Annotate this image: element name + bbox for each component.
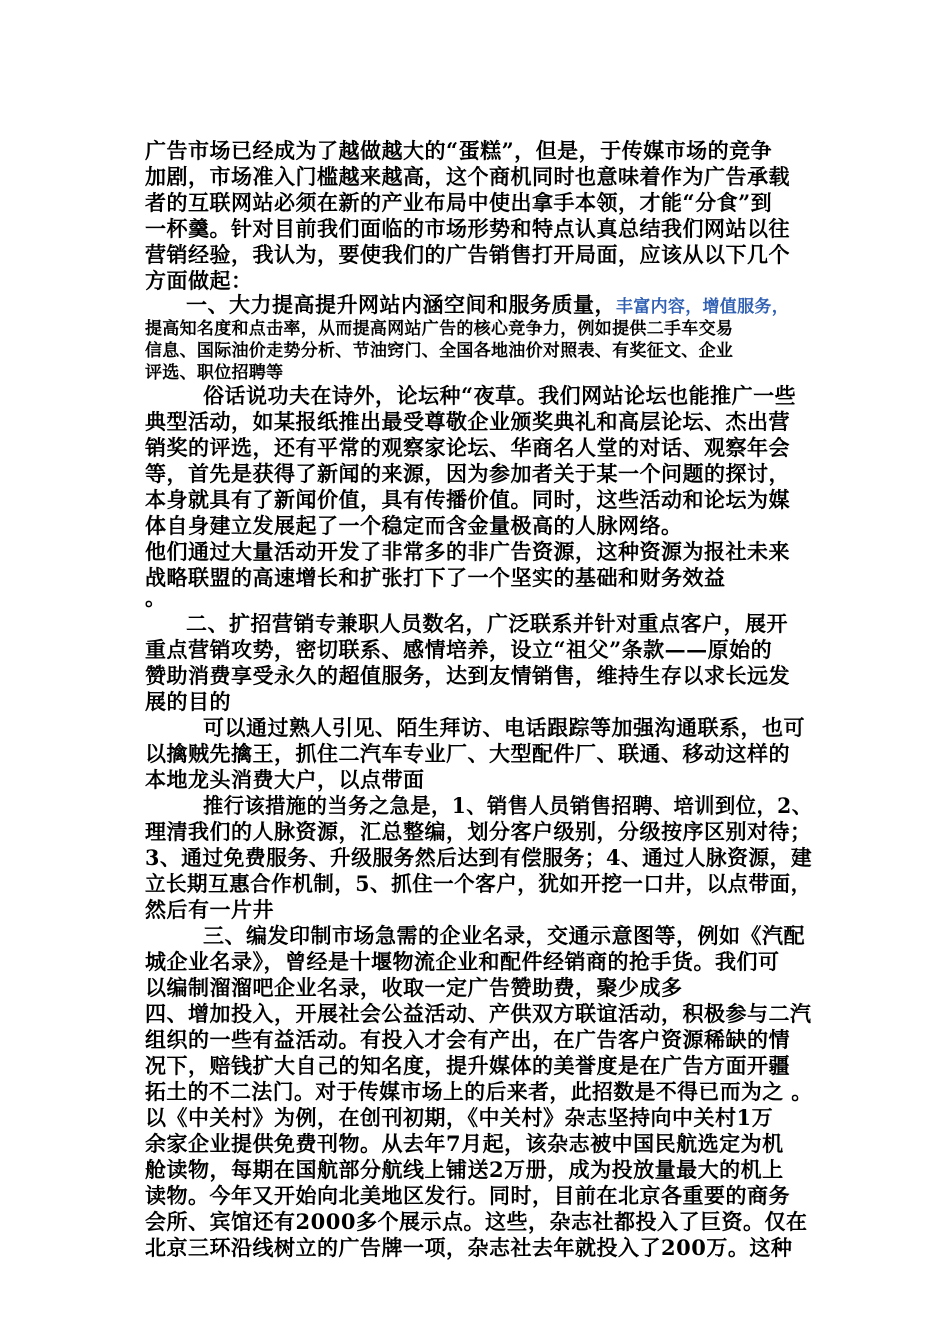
text-line: 然后有一片井 (145, 897, 274, 922)
text-line: 营销经验，我认为，要使我们的广告销售打开局面，应该从以下几个 (145, 242, 790, 267)
text-line: 重点营销攻势，密切联系、感情培养，设立“祖父”条款——原始的 (145, 637, 773, 662)
text-line: 他们通过大量活动开发了非常多的非广告资源，这种资源为报社未来 (145, 539, 790, 564)
text-line: 会所、宾馆还有2000多个展示点。这些，杂志社都投入了巨资。仅在 (145, 1209, 808, 1234)
text-line: 城企业名录》，曾经是十堰物流企业和配件经销商的抢手货。我们可 (145, 949, 780, 974)
text-line: 读物。今年又开始向北美地区发行。同时，目前在北京各重要的商务 (145, 1183, 790, 1208)
text-line: 展的目的 (145, 689, 231, 714)
text-line: 舱读物，每期在国航部分航线上铺送2万册，成为投放量最大的机上 (145, 1157, 784, 1182)
text-line: 理清我们的人脉资源，汇总整编，划分客户级别，分级按序区别对待； (145, 819, 812, 844)
heading-text: 一、大力提高提升网站内涵空间和服务质量， (186, 292, 616, 317)
text-line: 赞助消费享受永久的超值服务，达到友情销售，维持生存以求长远发 (145, 663, 790, 688)
text-line: 本身就具有了新闻价值，具有传播价值。同时，这些活动和论坛为媒 (145, 487, 790, 512)
text-line: 可以通过熟人引见、陌生拜访、电话跟踪等加强沟通联系，也可 (203, 715, 805, 740)
highlighted-phrase: 丰富内容，增值服务， (616, 297, 789, 317)
text-line: 余家企业提供免费刊物。从去年7月起，该杂志被中国民航选定为机 (145, 1131, 784, 1156)
text-line: 一杯羹。针对目前我们面临的市场形势和特点认真总结我们网站以往 (145, 216, 790, 241)
text-line: 方面做起： (145, 268, 253, 293)
text-line: 。 (145, 585, 167, 610)
text-line: 推行该措施的当务之急是，1、销售人员销售招聘、培训到位，2、 (203, 793, 813, 818)
text-line: 组织的一些有益活动。有投入才会有产出，在广告客户资源稀缺的情 (145, 1027, 790, 1052)
section-heading-4: 四、增加投入，开展社会公益活动、产供双方联谊活动，积极参与二汽 (145, 1001, 812, 1026)
text-line: 3、通过免费服务、升级服务然后达到有偿服务；4、通过人脉资源，建 (145, 845, 813, 870)
text-line: 评选、职位招聘等 (145, 363, 284, 383)
section-heading-3: 三、编发印制市场急需的企业名录，交通示意图等，例如《汽配 (203, 923, 805, 948)
text-line: 典型活动，如某报纸推出最受尊敬企业颁奖典礼和高层论坛、杰出营 (145, 409, 790, 434)
text-line: 加剧，市场准入门槛越来越高，这个商机同时也意味着作为广告承载 (145, 164, 790, 189)
text-line: 立长期互惠合作机制，5、抓住一个客户，犹如开挖一口井，以点带面， (145, 871, 812, 896)
text-line: 拓土的不二法门。对于传媒市场上的后来者，此招数是不得已而为之 。 (145, 1079, 813, 1104)
text-line: 销奖的评选，还有平常的观察家论坛、华商名人堂的对话、观察年会 (145, 435, 790, 460)
text-line: 北京三环沿线树立的广告牌一项，杂志社去年就投入了200万。这种 (145, 1235, 793, 1260)
text-line: 信息、国际油价走势分析、节油窍门、全国各地油价对照表、有奖征文、企业 (145, 341, 734, 361)
text-line: 者的互联网站必须在新的产业布局中使出拿手本领，才能“分食”到 (145, 190, 773, 215)
text-line: 以擒贼先擒王，抓住二汽车专业厂、大型配件厂、联通、移动这样的 (145, 741, 790, 766)
text-line: 战略联盟的高速增长和扩张打下了一个坚实的基础和财务效益 (145, 565, 726, 590)
text-line: 等，首先是获得了新闻的来源，因为参加者关于某一个问题的探讨， (145, 461, 790, 486)
section-heading-1 (186, 292, 789, 318)
text-line: 以《中关村》为例，在创刊初期，《中关村》杂志坚持向中关村1万 (145, 1105, 774, 1130)
text-line: 以编制溜溜吧企业名录，收取一定广告赞助费，聚少成多 (145, 975, 683, 1000)
text-line: 提高知名度和点击率，从而提高网站广告的核心竞争力，例如提供二手车交易 (145, 319, 734, 339)
text-line: 广告市场已经成为了越做越大的“蛋糕”，但是，于传媒市场的竞争 (145, 138, 773, 163)
text-line: 况下，赔钱扩大自己的知名度，提升媒体的美誉度是在广告方面开疆 (145, 1053, 790, 1078)
section-heading-2: 二、扩招营销专兼职人员数名，广泛联系并针对重点客户，展开 (186, 611, 788, 636)
text-line: 俗话说功夫在诗外，论坛种“夜草。我们网站论坛也能推广一些 (203, 383, 797, 408)
text-line: 体自身建立发展起了一个稳定而含金量极高的人脉网络。 (145, 513, 683, 538)
text-line: 本地龙头消费大户，以点带面 (145, 767, 425, 792)
